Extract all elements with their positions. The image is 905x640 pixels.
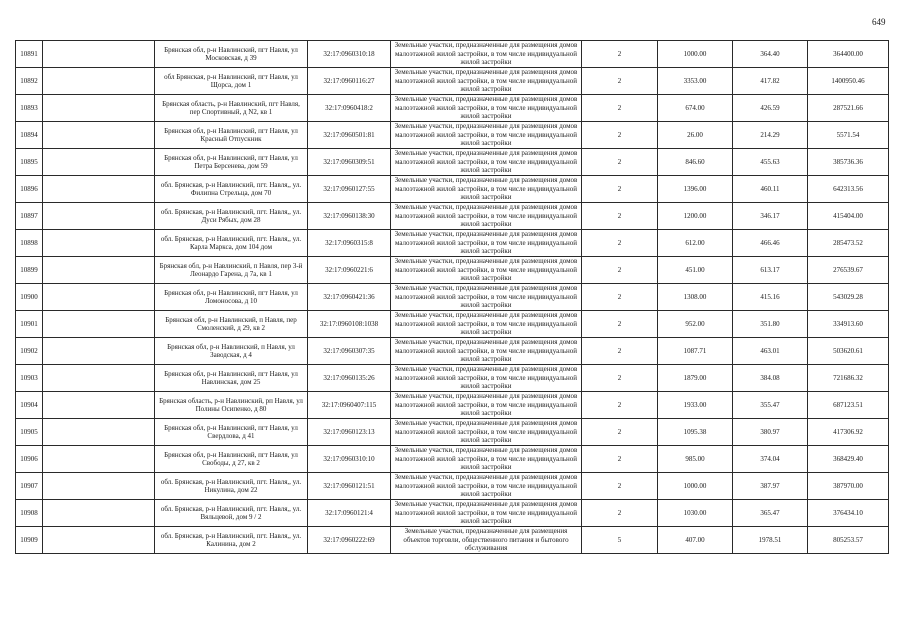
cadastral-number-cell: 32:17:0960108:1038 [308, 311, 391, 338]
cadastral-value-cell: 1400950.46 [808, 68, 889, 95]
use-group-cell: 2 [582, 419, 658, 446]
record-number: 10901 [16, 311, 43, 338]
land-use-cell: Земельные участки, предназначенные для размещения домов малоэтажной жилой застройки, в том числе индивидуальной жилой застройки [391, 257, 582, 284]
blank-cell [43, 419, 155, 446]
cadastral-value-table [15, 40, 889, 554]
area-cell: 26.00 [658, 122, 733, 149]
record-number: 10906 [16, 446, 43, 473]
use-group-cell: 2 [582, 41, 658, 68]
blank-cell [43, 500, 155, 527]
address-cell: обл. Брянская, р-н Навлинский, пгт. Навля,, ул. Никулина, дом 22 [155, 473, 308, 500]
table-row [16, 257, 889, 284]
table-row [16, 311, 889, 338]
specific-value-cell: 346.17 [733, 203, 808, 230]
use-group-cell: 2 [582, 392, 658, 419]
land-use-cell: Земельные участки, предназначенные для размещения домов малоэтажной жилой застройки, в том числе индивидуальной жилой застройки [391, 500, 582, 527]
address-cell: Брянская область, р-н Навлинский, рп Навля, ул Полины Осипенко, д 80 [155, 392, 308, 419]
land-use-cell: Земельные участки, предназначенные для размещения объектов торговли, общественного питания и бытового обслуживания [391, 527, 582, 554]
land-use-cell: Земельные участки, предназначенные для размещения домов малоэтажной жилой застройки, в том числе индивидуальной жилой застройки [391, 41, 582, 68]
table-row [16, 68, 889, 95]
area-cell: 952.00 [658, 311, 733, 338]
cadastral-number-cell: 32:17:0960135:26 [308, 365, 391, 392]
address-cell: обл. Брянская, р-н Навлинский, пгт. Навля,, ул. Филипна Стрельца, дом 70 [155, 176, 308, 203]
use-group-cell: 2 [582, 95, 658, 122]
table-row [16, 203, 889, 230]
table-row [16, 365, 889, 392]
address-cell: обл. Брянская, р-н Навлинский, пгт. Навля,, ул. Вяльцевой, дом 9 / 2 [155, 500, 308, 527]
use-group-cell: 2 [582, 68, 658, 95]
specific-value-cell: 214.29 [733, 122, 808, 149]
land-use-cell: Земельные участки, предназначенные для размещения домов малоэтажной жилой застройки, в том числе индивидуальной жилой застройки [391, 68, 582, 95]
page-number: 649 [872, 17, 886, 27]
table-row [16, 41, 889, 68]
cadastral-number-cell: 32:17:0960315:8 [308, 230, 391, 257]
land-use-cell: Земельные участки, предназначенные для размещения домов малоэтажной жилой застройки, в том числе индивидуальной жилой застройки [391, 311, 582, 338]
table-row [16, 284, 889, 311]
specific-value-cell: 426.59 [733, 95, 808, 122]
table-row [16, 446, 889, 473]
address-cell: Брянская обл, р-н Навлинский, п Навля, пер Смоленский, д 29, кв 2 [155, 311, 308, 338]
specific-value-cell: 613.17 [733, 257, 808, 284]
specific-value-cell: 466.46 [733, 230, 808, 257]
table-row [16, 473, 889, 500]
land-use-cell: Земельные участки, предназначенные для размещения домов малоэтажной жилой застройки, в том числе индивидуальной жилой застройки [391, 176, 582, 203]
land-use-cell: Земельные участки, предназначенные для размещения домов малоэтажной жилой застройки, в том числе индивидуальной жилой застройки [391, 338, 582, 365]
address-cell: Брянская обл, р-н Навлинский, п Навля, ул Заводская, д 4 [155, 338, 308, 365]
table-body [16, 41, 889, 554]
address-cell: обл. Брянская, р-н Навлинский, пгт. Навля,, ул. Карла Маркса, дом 104 дом [155, 230, 308, 257]
address-cell: Брянская обл, р-н Навлинский, пгт Навля, ул Свободы, д 27, кв 2 [155, 446, 308, 473]
area-cell: 846.60 [658, 149, 733, 176]
blank-cell [43, 41, 155, 68]
specific-value-cell: 384.08 [733, 365, 808, 392]
land-use-cell: Земельные участки, предназначенные для размещения домов малоэтажной жилой застройки, в том числе индивидуальной жилой застройки [391, 365, 582, 392]
land-use-cell: Земельные участки, предназначенные для размещения домов малоэтажной жилой застройки, в том числе индивидуальной жилой застройки [391, 473, 582, 500]
record-number: 10898 [16, 230, 43, 257]
specific-value-cell: 417.82 [733, 68, 808, 95]
blank-cell [43, 473, 155, 500]
use-group-cell: 2 [582, 176, 658, 203]
address-cell: обл. Брянская, р-н Навлинский, пгт. Навля,, ул. Калинина, дом 2 [155, 527, 308, 554]
land-use-cell: Земельные участки, предназначенные для размещения домов малоэтажной жилой застройки, в том числе индивидуальной жилой застройки [391, 230, 582, 257]
area-cell: 1000.00 [658, 473, 733, 500]
land-use-cell: Земельные участки, предназначенные для размещения домов малоэтажной жилой застройки, в том числе индивидуальной жилой застройки [391, 95, 582, 122]
use-group-cell: 2 [582, 149, 658, 176]
cadastral-number-cell: 32:17:0960222:69 [308, 527, 391, 554]
cadastral-number-cell: 32:17:0960310:18 [308, 41, 391, 68]
specific-value-cell: 1978.51 [733, 527, 808, 554]
table-row [16, 95, 889, 122]
blank-cell [43, 365, 155, 392]
blank-cell [43, 446, 155, 473]
address-cell: Брянская обл, р-н Навлинский, пгт Навля, ул Навлинская, дом 25 [155, 365, 308, 392]
area-cell: 1200.00 [658, 203, 733, 230]
record-number: 10893 [16, 95, 43, 122]
area-cell: 1308.00 [658, 284, 733, 311]
land-use-cell: Земельные участки, предназначенные для размещения домов малоэтажной жилой застройки, в том числе индивидуальной жилой застройки [391, 203, 582, 230]
blank-cell [43, 122, 155, 149]
cadastral-number-cell: 32:17:0960123:13 [308, 419, 391, 446]
record-number: 10905 [16, 419, 43, 446]
specific-value-cell: 380.97 [733, 419, 808, 446]
record-number: 10904 [16, 392, 43, 419]
cadastral-value-cell: 543029.28 [808, 284, 889, 311]
blank-cell [43, 338, 155, 365]
cadastral-value-cell: 642313.56 [808, 176, 889, 203]
record-number: 10909 [16, 527, 43, 554]
specific-value-cell: 455.63 [733, 149, 808, 176]
cadastral-number-cell: 32:17:0960421:36 [308, 284, 391, 311]
area-cell: 451.00 [658, 257, 733, 284]
record-number: 10903 [16, 365, 43, 392]
record-number: 10894 [16, 122, 43, 149]
use-group-cell: 5 [582, 527, 658, 554]
record-number: 10902 [16, 338, 43, 365]
use-group-cell: 2 [582, 338, 658, 365]
use-group-cell: 2 [582, 446, 658, 473]
cadastral-value-cell: 376434.10 [808, 500, 889, 527]
area-cell: 1030.00 [658, 500, 733, 527]
cadastral-number-cell: 32:17:0960127:55 [308, 176, 391, 203]
cadastral-value-cell: 387970.00 [808, 473, 889, 500]
address-cell: обл. Брянская, р-н Навлинский, пгт. Навля,, ул. Дуси Рябых, дом 28 [155, 203, 308, 230]
blank-cell [43, 68, 155, 95]
cadastral-value-cell: 285473.52 [808, 230, 889, 257]
cadastral-number-cell: 32:17:0960501:81 [308, 122, 391, 149]
cadastral-value-cell: 721686.32 [808, 365, 889, 392]
cadastral-number-cell: 32:17:0960307:35 [308, 338, 391, 365]
address-cell: Брянская область, р-н Навлинский, пгт Навля, пер Спортивный, д N2, кв 1 [155, 95, 308, 122]
table-row [16, 500, 889, 527]
record-number: 10895 [16, 149, 43, 176]
record-number: 10907 [16, 473, 43, 500]
cadastral-number-cell: 32:17:0960116:27 [308, 68, 391, 95]
use-group-cell: 2 [582, 203, 658, 230]
blank-cell [43, 257, 155, 284]
table-row [16, 149, 889, 176]
use-group-cell: 2 [582, 284, 658, 311]
address-cell: Брянская обл, р-н Навлинский, пгт Навля, ул Петра Берсенева, дом 59 [155, 149, 308, 176]
land-use-cell: Земельные участки, предназначенные для размещения домов малоэтажной жилой застройки, в том числе индивидуальной жилой застройки [391, 392, 582, 419]
area-cell: 3353.00 [658, 68, 733, 95]
area-cell: 1396.00 [658, 176, 733, 203]
land-use-cell: Земельные участки, предназначенные для размещения домов малоэтажной жилой застройки, в том числе индивидуальной жилой застройки [391, 446, 582, 473]
blank-cell [43, 203, 155, 230]
record-number: 10896 [16, 176, 43, 203]
blank-cell [43, 527, 155, 554]
record-number: 10892 [16, 68, 43, 95]
cadastral-number-cell: 32:17:0960309:51 [308, 149, 391, 176]
record-number: 10899 [16, 257, 43, 284]
specific-value-cell: 351.80 [733, 311, 808, 338]
use-group-cell: 2 [582, 473, 658, 500]
record-number: 10908 [16, 500, 43, 527]
specific-value-cell: 460.11 [733, 176, 808, 203]
blank-cell [43, 392, 155, 419]
area-cell: 674.00 [658, 95, 733, 122]
specific-value-cell: 463.01 [733, 338, 808, 365]
record-number: 10900 [16, 284, 43, 311]
area-cell: 612.00 [658, 230, 733, 257]
cadastral-value-cell: 364400.00 [808, 41, 889, 68]
record-number: 10891 [16, 41, 43, 68]
cadastral-value-cell: 417306.92 [808, 419, 889, 446]
cadastral-number-cell: 32:17:0960418:2 [308, 95, 391, 122]
cadastral-number-cell: 32:17:0960310:10 [308, 446, 391, 473]
table-row [16, 392, 889, 419]
use-group-cell: 2 [582, 230, 658, 257]
address-cell: Брянская обл, р-н Навлинский, п Навля, пер 3-й Леонардо Гарена, д 7а, кв 1 [155, 257, 308, 284]
area-cell: 1087.71 [658, 338, 733, 365]
use-group-cell: 2 [582, 311, 658, 338]
use-group-cell: 2 [582, 500, 658, 527]
cadastral-number-cell: 32:17:0960221:6 [308, 257, 391, 284]
blank-cell [43, 230, 155, 257]
land-use-cell: Земельные участки, предназначенные для размещения домов малоэтажной жилой застройки, в том числе индивидуальной жилой застройки [391, 122, 582, 149]
table-row [16, 230, 889, 257]
cadastral-value-cell: 276539.67 [808, 257, 889, 284]
cadastral-value-cell: 5571.54 [808, 122, 889, 149]
address-cell: обл Брянская, р-н Навлинский, пгт Навля, ул Щорса, дом 1 [155, 68, 308, 95]
blank-cell [43, 149, 155, 176]
cadastral-value-cell: 287521.66 [808, 95, 889, 122]
area-cell: 1879.00 [658, 365, 733, 392]
land-use-cell: Земельные участки, предназначенные для размещения домов малоэтажной жилой застройки, в том числе индивидуальной жилой застройки [391, 284, 582, 311]
area-cell: 1000.00 [658, 41, 733, 68]
use-group-cell: 2 [582, 122, 658, 149]
area-cell: 1095.38 [658, 419, 733, 446]
table-row [16, 527, 889, 554]
land-use-cell: Земельные участки, предназначенные для размещения домов малоэтажной жилой застройки, в том числе индивидуальной жилой застройки [391, 149, 582, 176]
cadastral-number-cell: 32:17:0960121:51 [308, 473, 391, 500]
cadastral-value-cell: 503620.61 [808, 338, 889, 365]
address-cell: Брянская обл, р-н Навлинский, пгт Навля, ул Красный Отпускник [155, 122, 308, 149]
blank-cell [43, 176, 155, 203]
area-cell: 1933.00 [658, 392, 733, 419]
address-cell: Брянская обл, р-н Навлинский, пгт Навля, ул Московская, д 39 [155, 41, 308, 68]
specific-value-cell: 387.97 [733, 473, 808, 500]
table-row [16, 122, 889, 149]
table-row [16, 419, 889, 446]
cadastral-number-cell: 32:17:0960121:4 [308, 500, 391, 527]
blank-cell [43, 95, 155, 122]
address-cell: Брянская обл, р-н Навлинский, пгт Навля, ул Ломоносова, д 10 [155, 284, 308, 311]
cadastral-number-cell: 32:17:0960138:30 [308, 203, 391, 230]
cadastral-value-cell: 385736.36 [808, 149, 889, 176]
table-row [16, 338, 889, 365]
specific-value-cell: 415.16 [733, 284, 808, 311]
cadastral-value-cell: 368429.40 [808, 446, 889, 473]
cadastral-number-cell: 32:17:0960407:115 [308, 392, 391, 419]
land-use-cell: Земельные участки, предназначенные для размещения домов малоэтажной жилой застройки, в том числе индивидуальной жилой застройки [391, 419, 582, 446]
cadastral-value-cell: 687123.51 [808, 392, 889, 419]
area-cell: 985.00 [658, 446, 733, 473]
area-cell: 407.00 [658, 527, 733, 554]
use-group-cell: 2 [582, 257, 658, 284]
specific-value-cell: 365.47 [733, 500, 808, 527]
blank-cell [43, 311, 155, 338]
use-group-cell: 2 [582, 365, 658, 392]
cadastral-value-cell: 805253.57 [808, 527, 889, 554]
blank-cell [43, 284, 155, 311]
address-cell: Брянская обл, р-н Навлинский, пгт Навля, ул Свердлова, д 41 [155, 419, 308, 446]
table-row [16, 176, 889, 203]
specific-value-cell: 355.47 [733, 392, 808, 419]
record-number: 10897 [16, 203, 43, 230]
specific-value-cell: 364.40 [733, 41, 808, 68]
cadastral-value-cell: 334913.60 [808, 311, 889, 338]
specific-value-cell: 374.04 [733, 446, 808, 473]
cadastral-value-cell: 415404.00 [808, 203, 889, 230]
